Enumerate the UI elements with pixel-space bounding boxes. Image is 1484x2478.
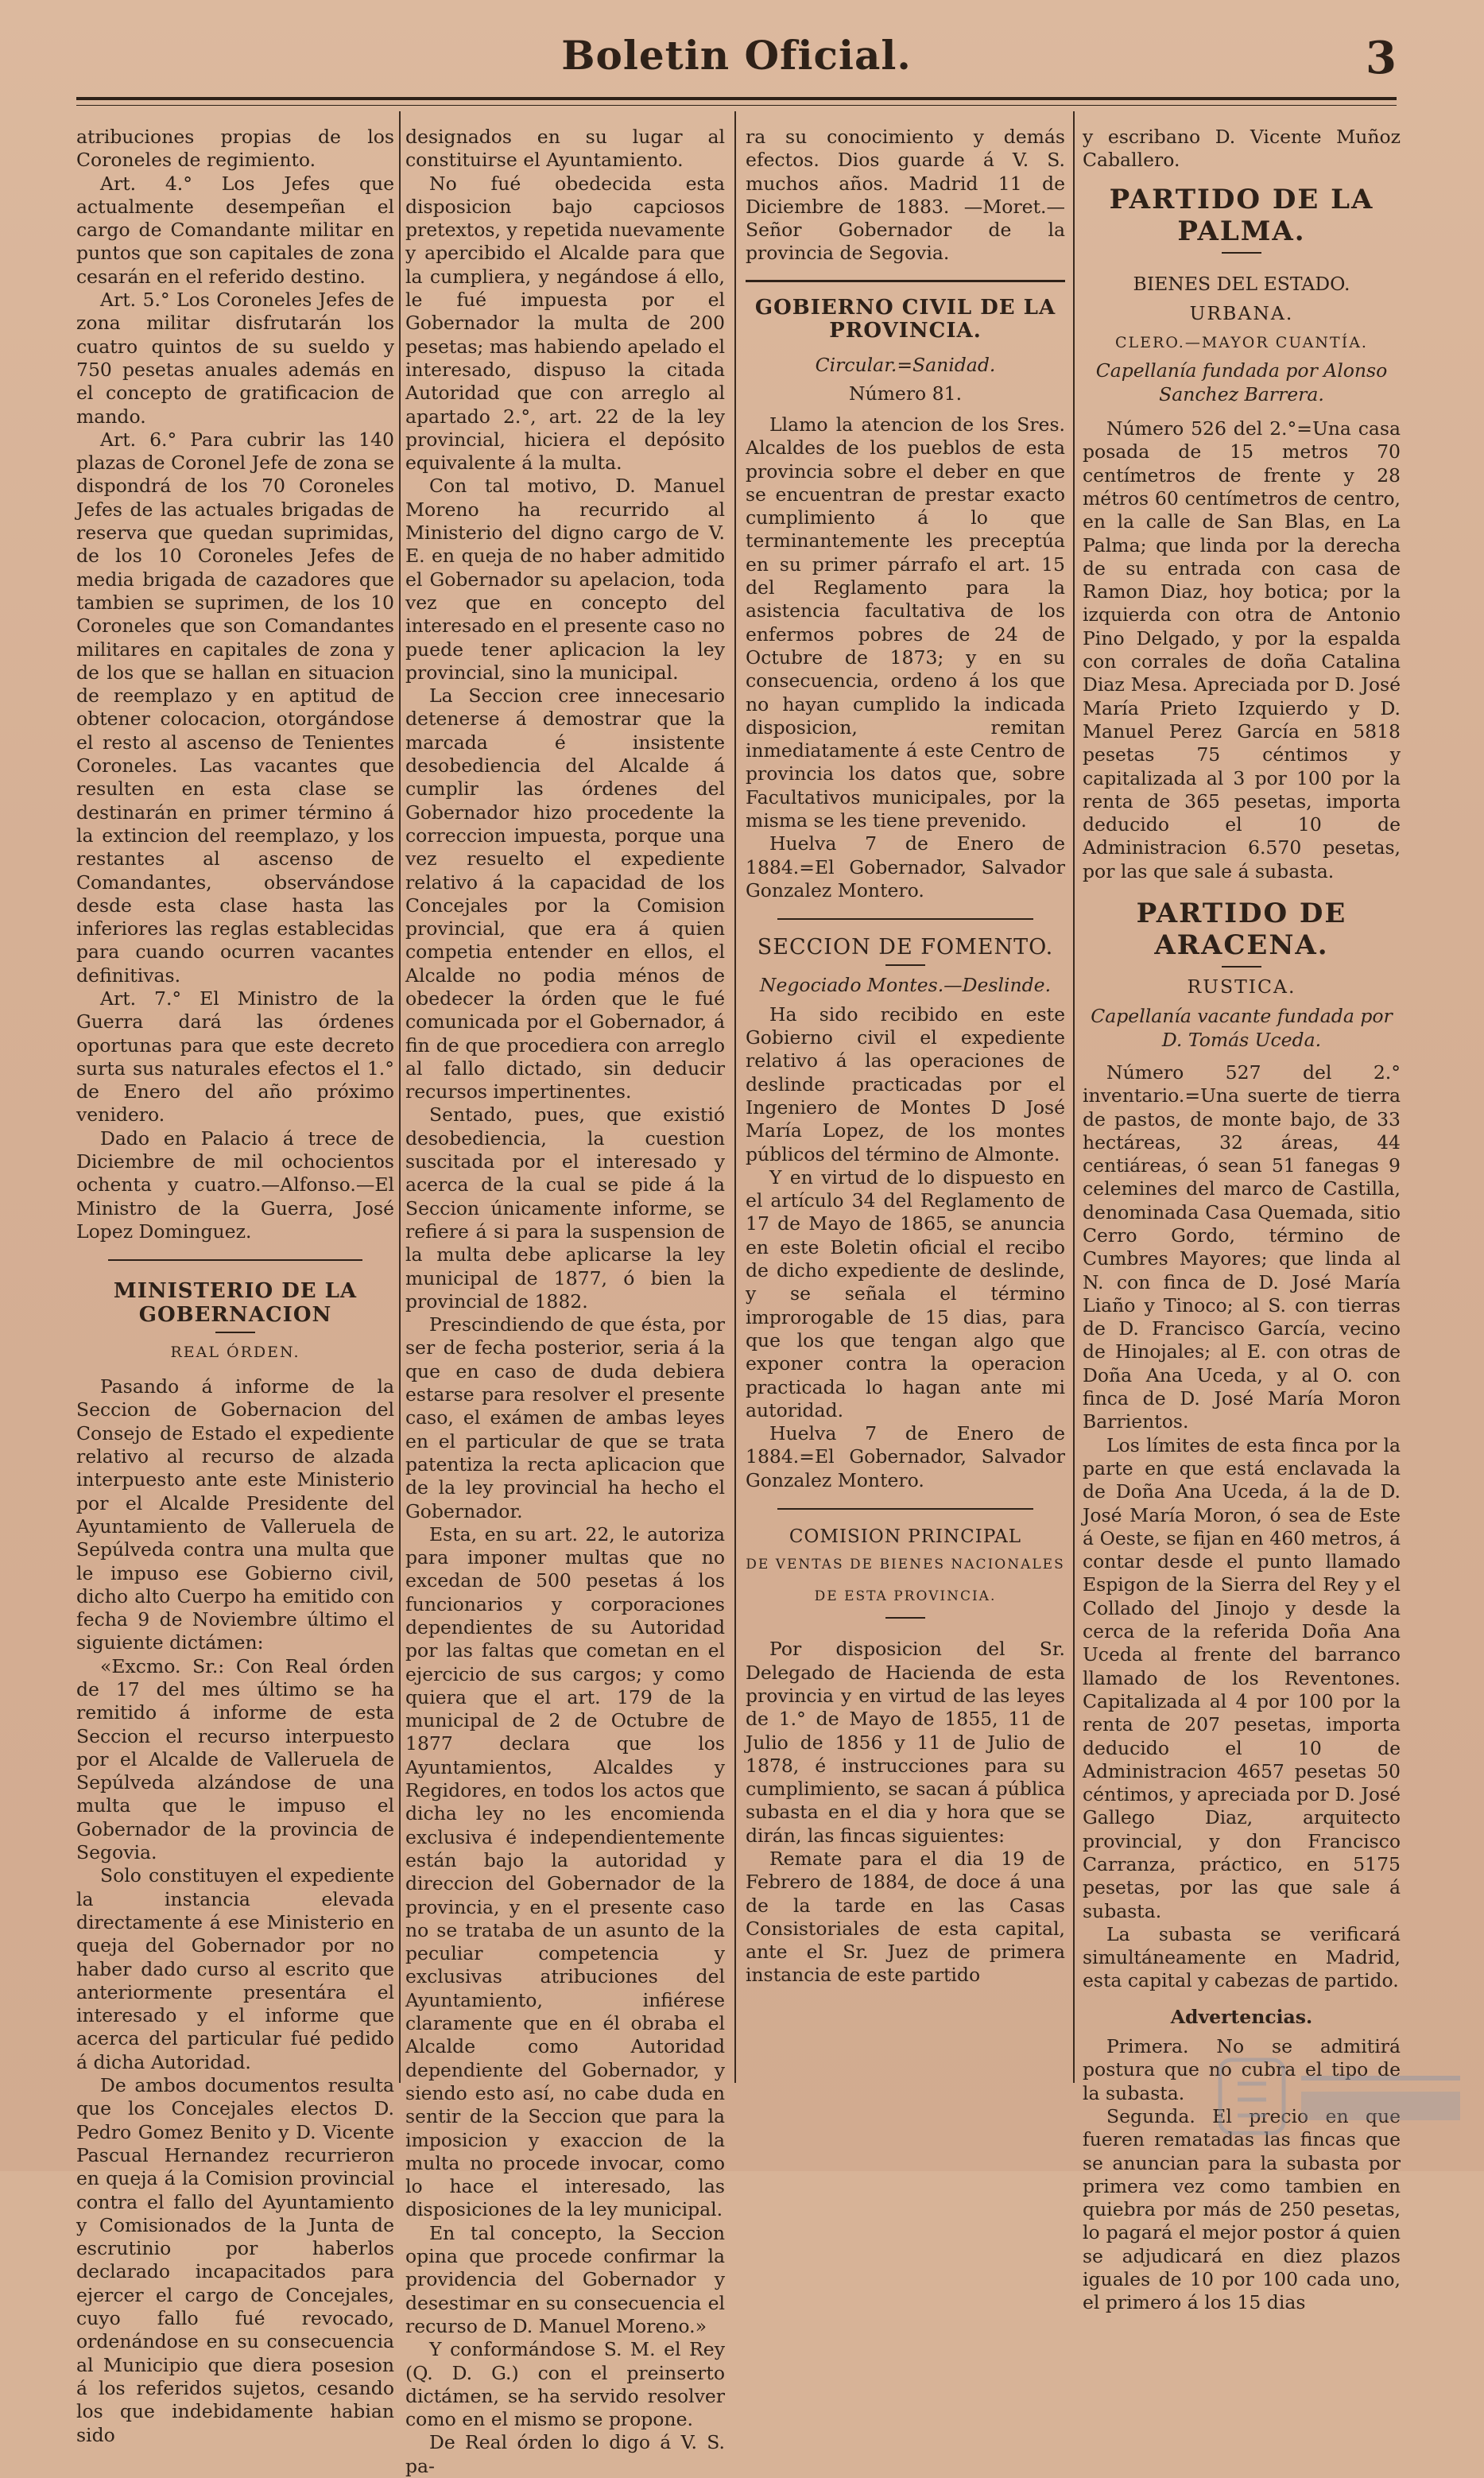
paragraph: De Real órden lo digo á V. S. pa- — [405, 2431, 725, 2477]
paragraph: Huelva 7 de Enero de 1884.=El Gobernador, Salvador Gonzalez Montero. — [746, 1422, 1065, 1491]
paragraph: Dado en Palacio á trece de Diciembre de mil ochocientos ochenta y cuatro.—Alfonso.—El Ministro de la Guerra, José Lopez Dominguez. — [76, 1127, 394, 1243]
subheading: BIENES DEL ESTADO. — [1133, 272, 1350, 295]
paragraph: Esta, en su art. 22, le autoriza para imponer multas que no excedan de 500 pesetas á los funcionarios y corporaciones dependientes de su Autoridad por las faltas que cometan en el ejercicio de sus cargos; y como quiera que el art. 179 de la municipal de 2 de Octubre de 1877 declara que los Ayuntamientos, Alcaldes y Regidores, en todos los actos que dicha ley no les encomienda exclusiva é independientemente están bajo la autoridad y direccion del Gobernador de la provincia, y en el presente caso no se trataba de un asunto de la peculiar competencia y exclusivas atribuciones del Ayuntamiento, infiérese claramente que en él obraba el Alcalde como Autoridad dependiente del Gobernador, y siendo esto así, no cabe duda en sentir de la Seccion que para la imposicion y exaccion de la multa no procede invocar, como lo hace el interesado, las disposiciones de la ley municipal. — [405, 1522, 725, 2221]
column-divider — [734, 111, 736, 2083]
paragraph: Pasando á informe de la Seccion de Gobernacion del Consejo de Estado el expediente relativo al recurso de alzada interpuesto ante este Ministerio por el Alcalde Presidente del Ayuntamiento de Valleruela de Sepúlveda contra una multa que le impuso ese Gobierno civil, dicho alto Cuerpo ha emitido con fecha 9 de Noviembre último el siguiente dictámen: — [76, 1375, 394, 1654]
paragraph: Segunda. El precio en que fueren rematadas las fincas que se anuncian para la subasta por primera vez como tambien en quiebra por más de 250 pesetas, lo pagará el mejor postor á quien se adjudicará en diez plazos iguales de 10 por 100 cada uno, el primero á los 15 dias — [1083, 2104, 1401, 2314]
archive-watermark-logo — [1214, 2052, 1468, 2139]
subheading: CLERO.—MAYOR CUANTÍA. — [1115, 334, 1368, 352]
paragraph: Número 526 del 2.°=Una casa posada de 15 metros 70 centímetros de frente y 28 métros 60 centímetros de centro, en la calle de San Blas, en La Palma; que linda por la derecha de su entrada con casa de Ramon Diaz, hoy botica; por la izquierda con otra de Antonio Pino Delgado, y por la espalda con corrales de doña Catalina Diaz Mesa. Apreciada por D. José María Prieto Izquierdo y D. Manuel Perez García en 5818 pesetas 75 céntimos y capitalizada al 3 por 100 por la renta de 365 pesetas, importa deducido el 10 de Administracion 6.570 pesetas, por las que sale á subasta. — [1083, 417, 1401, 882]
column-divider — [1073, 111, 1075, 2083]
paragraph: y escribano D. Vicente Muñoz Caballero. — [1083, 126, 1401, 172]
paragraph: En tal concepto, la Seccion opina que procede confirmar la providencia del Gobernador y desestimar en su consecuencia el recurso de D. Manuel Moreno.» — [405, 2221, 725, 2337]
paragraph: Huelva 7 de Enero de 1884.=El Gobernador, Salvador Gonzalez Montero. — [746, 832, 1065, 902]
short-rule — [1222, 252, 1261, 254]
paragraph: De ambos documentos resulta que los Concejales electos D. Pedro Gomez Benito y D. Vicente Pascual Hernandez recurrieron en queja á la Comision provincial contra el fallo del Ayuntamiento y Comisionados de la Junta de escrutinio por haberlos declarado incapacitados para ejercer el cargo de Concejales, cuyo fallo fué revocado, ordenándose en su consecuencia al Municipio que diera posesion á los referidos sujetos, cesando los que indebidamente habian sido — [76, 2074, 394, 2446]
section-title: PARTIDO DE LA PALMA. — [1109, 183, 1374, 247]
paragraph: Y conformándose S. M. el Rey (Q. D. G.) con el preinserto dictámen, se ha servido resolver como en el mismo se propone. — [405, 2338, 725, 2431]
page-header — [76, 32, 1397, 95]
subheading: Circular.=Sanidad. — [815, 354, 996, 377]
paragraph: Número 527 del 2.° inventario.=Una suerte de tierra de pastos, de monte bajo, de 33 hectáreas, 32 áreas, 44 centiáreas, ó sean 51 fanegas 9 celemines del marco de Castilla, denominada Casa Quemada, sitio Cerro Gordo, término de Cumbres Mayores; que linda al N. con finca de D. José María Liaño y Tinoco; al S. con tierras de D. Francisco García, vecino de Hinojales; al E. con otras de Doña Ana Uceda, y al O. con finca de D. José María Moron Barrientos. — [1083, 1061, 1401, 1433]
paragraph: atribuciones propias de los Coroneles de regimiento. — [76, 126, 394, 172]
column-1 — [76, 126, 394, 2447]
column-4 — [1083, 126, 1401, 2315]
section-title: MINISTERIO DE LA GOBERNACION — [113, 1279, 358, 1327]
paragraph: «Excmo. Sr.: Con Real órden de 17 del mes último se ha remitido á informe de esta Seccion el recurso interpuesto por el Alcalde de Valleruela de Sepúlveda alzándose de una multa que le impuso el Gobernador de la provincia de Segovia. — [76, 1654, 394, 1864]
paragraph: Los límites de esta finca por la parte en que está enclavada la de Doña Ana Uceda, á la de D. José María Moron, ó sea de Este á Oeste, se fijan en 460 metros, á contar desde el punto llamado Espigon de la Sierra del Rey y el Collado del Jinojo y desde la cerca de la referida Doña Ana Uceda al frente del barranco llamado de los Reventones. Capitalizada al 4 por 100 por la renta de 207 pesetas, importa deducido el 10 de Administracion 4657 pesetas 50 céntimos, y apreciada por D. José Gallego Diaz, arquitecto provincial, y don Francisco Carranza, práctico, en 5175 pesetas, por las que sale á subasta. — [1083, 1433, 1401, 1922]
subheading: URBANA. — [1189, 301, 1294, 324]
paragraph: Art. 7.° El Ministro de la Guerra dará las órdenes oportunas para que este decreto surta sus naturales efectos el 1.° de Enero del año próximo venidero. — [76, 987, 394, 1127]
short-rule — [885, 1617, 925, 1619]
section-title: PARTIDO DE ARACENA. — [1136, 898, 1347, 962]
paragraph: Prescindiendo de que ésta, por ser de fecha posterior, seria á la que en caso de duda debiera estarse para resolver el presente caso, el exámen de ambas leyes en el particular de que se trata patentiza la recta aplicacion que de la ley provincial ha hecho el Gobernador. — [405, 1313, 725, 1522]
column-2 — [405, 126, 725, 2478]
separator — [777, 918, 1033, 920]
paragraph: Primera. No se admitirá postura que no cubra el tipo de la subasta. — [1083, 2035, 1401, 2104]
column-divider — [399, 111, 401, 2083]
short-rule — [885, 964, 925, 966]
separator — [746, 280, 1065, 282]
masthead-title: Boletin Oficial. — [561, 32, 912, 79]
paragraph: Por disposicion del Sr. Delegado de Hacienda de esta provincia y en virtud de las leyes de 1.° de Mayo de 1855, 11 de Julio de 1856 y 11 de Julio de 1878, é instrucciones para su cumplimiento, se sacan á pública subasta en el dia y hora que se dirán, las fincas siguientes: — [746, 1638, 1065, 1847]
short-rule — [215, 1332, 255, 1333]
paragraph: La subasta se verificará simultáneamente en Madrid, esta capital y cabezas de partido. — [1083, 1922, 1401, 1992]
header-rule — [76, 97, 1397, 106]
paragraph: Y en virtud de lo dispuesto en el artículo 34 del Reglamento de 17 de Mayo de 1865, se anuncia en este Boletin oficial el recibo de dicho expediente de deslinde, y se señala el término improrogable de 15 dias, para que los que tengan algo que exponer contra la operacion practicada lo hagan ante mi autoridad. — [746, 1165, 1065, 1421]
paragraph: Llamo la atencion de los Sres. Alcaldes de los pueblos de esta provincia sobre el deber en que se encuentran de prestar exacto cumplimiento á lo que terminantemente les preceptúa en su primer párrafo el art. 15 del Reglamento para la asistencia facultativa de los enfermos pobres de 24 de Octubre de 1873; y en su consecuencia, ordeno á los que no hayan cumplido la indicada disposicion, remitan inmediatamente á este Centro de provincia los datos que, sobre Facultativos municipales, por la misma se les tiene prevenido. — [746, 413, 1065, 832]
paragraph: La Seccion cree innecesario detenerse á demostrar que la marcada é insistente desobediencia del Alcalde á cumplir las órdenes del Gobernador hizo procedente la correccion impuesta, porque una vez resuelto el expediente relativo á la capacidad de los Concejales por la Comision provincial, que era á quien competia entender en ellos, el Alcalde no podia ménos de obedecer la órden que le fué comunicada por el Gobernador, á fin de que procediera con arreglo al fallo dictado, sin deducir recursos impertinentes. — [405, 684, 725, 1103]
section-title: COMISION PRINCIPAL — [788, 1526, 1022, 1548]
paragraph: Remate para el dia 19 de Febrero de 1884, de doce á una de la tarde en las Casas Consistoriales de esta capital, ante el Sr. Juez de primera instancia de este partido — [746, 1848, 1065, 1987]
paragraph: Art. 6.° Para cubrir las 140 plazas de Coronel Jefe de zona se dispondrá de los 70 Coroneles Jefes de las actuales brigadas de reserva que quedan suprimidas, de los 10 Coroneles Jefes de media brigada de cazadores que tambien se suprimen, de los 10 Coroneles que son Comandantes militares en capitales de zona y de los que se hallan en situacion de reemplazo y en aptitud de obtener colocacion, otorgándose el resto al ascenso de Tenientes Coroneles. Las vacantes que resulten en esta clase se destinarán en primer término á la extincion del reemplazo, y los restantes al ascenso de Comandantes, observándose desde esta clase hasta las inferiores las reglas establecidas para cuando ocurren vacantes definitivas. — [76, 428, 394, 987]
paragraph: No fué obedecida esta disposicion bajo capciosos pretextos, y repetida nuevamente y apercibido el Alcalde para que la cumpliera, y negándose á ello, le fué impuesta por el Gobernador la multa de 200 pesetas; mas habiendo apelado el interesado, dispuso la citada Autoridad que con arreglo al apartado 2.°, art. 22 de la ley provincial, hiciera el depósito equivalente á la multa. — [405, 172, 725, 475]
section-title: GOBIERNO CIVIL DE LA PROVINCIA. — [754, 295, 1056, 343]
section-title: SECCION DE FOMENTO. — [757, 935, 1054, 960]
column-3 — [746, 126, 1065, 1987]
subheading: DE VENTAS DE BIENES NACIONALES DE ESTA PROVINCIA. — [746, 1557, 1065, 1605]
paragraph: Art. 5.° Los Coroneles Jefes de zona militar disfrutarán los cuatro quintos de su sueldo y 750 pesetas anuales además en el concepto de gratificacion de mando. — [76, 289, 394, 428]
subheading: REAL ÓRDEN. — [170, 1343, 300, 1361]
subheading: Negociado Montes.—Deslinde. — [759, 973, 1052, 996]
subheading: Advertencias. — [1170, 2005, 1313, 2028]
number-heading: Número 81. — [848, 382, 963, 405]
page-number: 3 — [1366, 32, 1397, 84]
separator — [777, 1508, 1033, 1510]
paragraph: designados en su lugar al constituirse el Ayuntamiento. — [405, 126, 725, 172]
paragraph: Ha sido recibido en este Gobierno civil el expediente relativo á las operaciones de deslinde practicadas por el Ingeniero de Montes D José María Lopez, de los montes públicos del término de Almonte. — [746, 1002, 1065, 1165]
short-rule — [1222, 966, 1261, 968]
subheading: Capellanía fundada por Alonso Sanchez Barrera. — [1095, 359, 1388, 405]
paragraph: Sentado, pues, que existió desobediencia, la cuestion suscitada por el interesado y acerca de la cual se pide á la Seccion únicamente informe, se refiere á si para la suspension de la multa debe aplicarse la ley municipal de 1877, ó bien la provincial de 1882. — [405, 1103, 725, 1313]
subheading: Capellanía vacante fundada por D. Tomás Uceda. — [1091, 1005, 1393, 1051]
separator — [108, 1259, 362, 1261]
subheading: RUSTICA. — [1187, 975, 1296, 999]
paragraph: Solo constituyen el expediente la instancia elevada directamente á ese Ministerio en queja del Gobernador por no haber dado curso al escrito que anteriormente presentára el interesado y el informe que acerca del particular fué pedido á dicha Autoridad. — [76, 1864, 394, 2073]
paragraph: Con tal motivo, D. Manuel Moreno ha recurrido al Ministerio del digno cargo de V. E. en queja de no haber admitido el Gobernador su apelacion, toda vez que en concepto del interesado en el presente caso no puede tener aplicacion la ley provincial, sino la municipal. — [405, 475, 725, 684]
paragraph: ra su conocimiento y demás efectos. Dios guarde á V. S. muchos años. Madrid 11 de Diciembre de 1883. —Moret.—Señor Gobernador de la provincia de Segovia. — [746, 126, 1065, 265]
paragraph: Art. 4.° Los Jefes que actualmente desempeñan el cargo de Comandante militar en puntos que son capitales de zona cesarán en el referido destino. — [76, 172, 394, 288]
